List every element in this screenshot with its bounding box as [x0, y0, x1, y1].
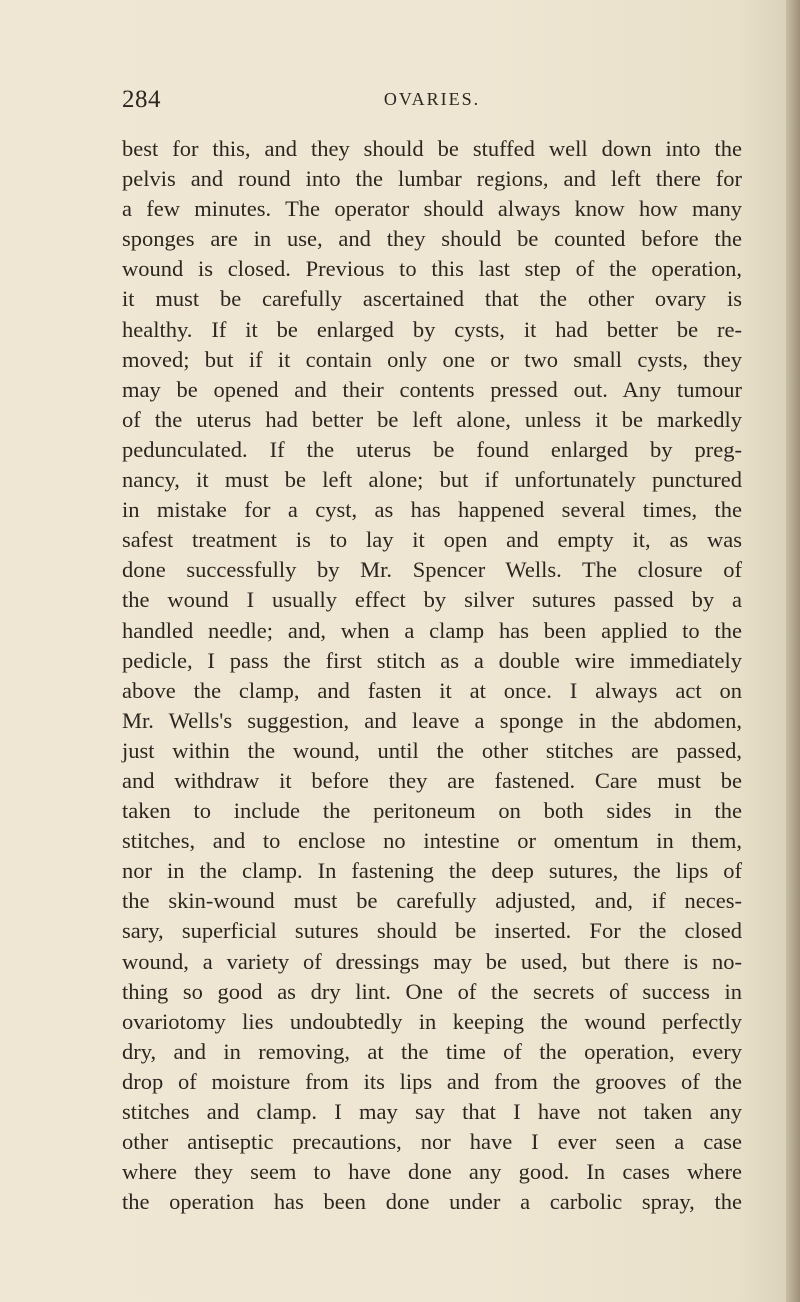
text-line: the skin-wound must be carefully adjusted, and, if neces-: [122, 888, 742, 914]
text-line: a few minutes. The operator should always know how many: [122, 196, 742, 222]
text-line: other antiseptic precautions, nor have I ever seen a case: [122, 1129, 742, 1155]
text-line: best for this, and they should be stuffed well down into the: [122, 136, 742, 161]
text-line: dry, and in removing, at the time of the operation, every: [122, 1038, 742, 1064]
text-line: and withdraw it before they are fastened. Care must be: [122, 767, 742, 793]
text-line: wound is closed. Previous to this last step of the operation,: [122, 256, 742, 282]
text-line: in mistake for a cyst, as has happened several times, the: [122, 497, 742, 523]
text-line: may be opened and their contents pressed out. Any tumour: [122, 376, 742, 402]
page-number: 284: [122, 86, 161, 113]
text-line: pedunculated. If the uterus be found enlarged by preg-: [122, 436, 742, 462]
text-line: pedicle, I pass the first stitch as a double wire immediately: [122, 647, 742, 673]
text-line: stitches, and to enclose no intestine or omentum in them,: [122, 828, 742, 854]
text-line: healthy. If it be enlarged by cysts, it had better be re-: [122, 316, 742, 342]
text-line: done successfully by Mr. Spencer Wells. The closure of: [122, 557, 742, 583]
text-line: thing so good as dry lint. One of the secrets of success in: [122, 978, 742, 1004]
text-line: Mr. Wells's suggestion, and leave a sponge in the abdomen,: [122, 707, 742, 733]
text-line: the operation has been done under a carbolic spray, the: [122, 1189, 742, 1215]
body-text: [122, 134, 742, 1217]
text-line: stitches and clamp. I may say that I have not taken any: [122, 1099, 742, 1124]
text-line: sary, superficial sutures should be inserted. For the closed: [122, 918, 742, 944]
page-edge-shadow: [786, 0, 800, 1302]
text-line: it must be carefully ascertained that the other ovary is: [122, 286, 742, 312]
text-line: nancy, it must be left alone; but if unfortunately punctured: [122, 467, 742, 493]
text-line: where they seem to have done any good. In cases where: [122, 1159, 742, 1185]
text-line: moved; but if it contain only one or two small cysts, they: [122, 346, 742, 372]
text-line: safest treatment is to lay it open and empty it, as was: [122, 527, 742, 553]
page-header: [122, 86, 742, 118]
text-line: drop of moisture from its lips and from the grooves of the: [122, 1068, 742, 1094]
running-head: OVARIES.: [383, 89, 481, 109]
text-line: wound, a variety of dressings may be used, but there is no-: [122, 948, 742, 974]
text-line: nor in the clamp. In fastening the deep sutures, the lips of: [122, 858, 742, 884]
text-line: of the uterus had better be left alone, unless it be markedly: [122, 406, 742, 432]
text-line: above the clamp, and fasten it at once. I always act on: [122, 677, 742, 703]
text-line: handled needle; and, when a clamp has been applied to the: [122, 617, 742, 643]
text-line: sponges are in use, and they should be counted before the: [122, 226, 742, 252]
text-line: just within the wound, until the other stitches are passed,: [122, 737, 742, 763]
text-line: ovariotomy lies undoubtedly in keeping the wound perfectly: [122, 1008, 742, 1034]
text-line: taken to include the peritoneum on both sides in the: [122, 798, 742, 824]
text-line: the wound I usually effect by silver sutures passed by a: [122, 587, 742, 613]
text-line: pelvis and round into the lumbar regions, and left there for: [122, 166, 742, 192]
